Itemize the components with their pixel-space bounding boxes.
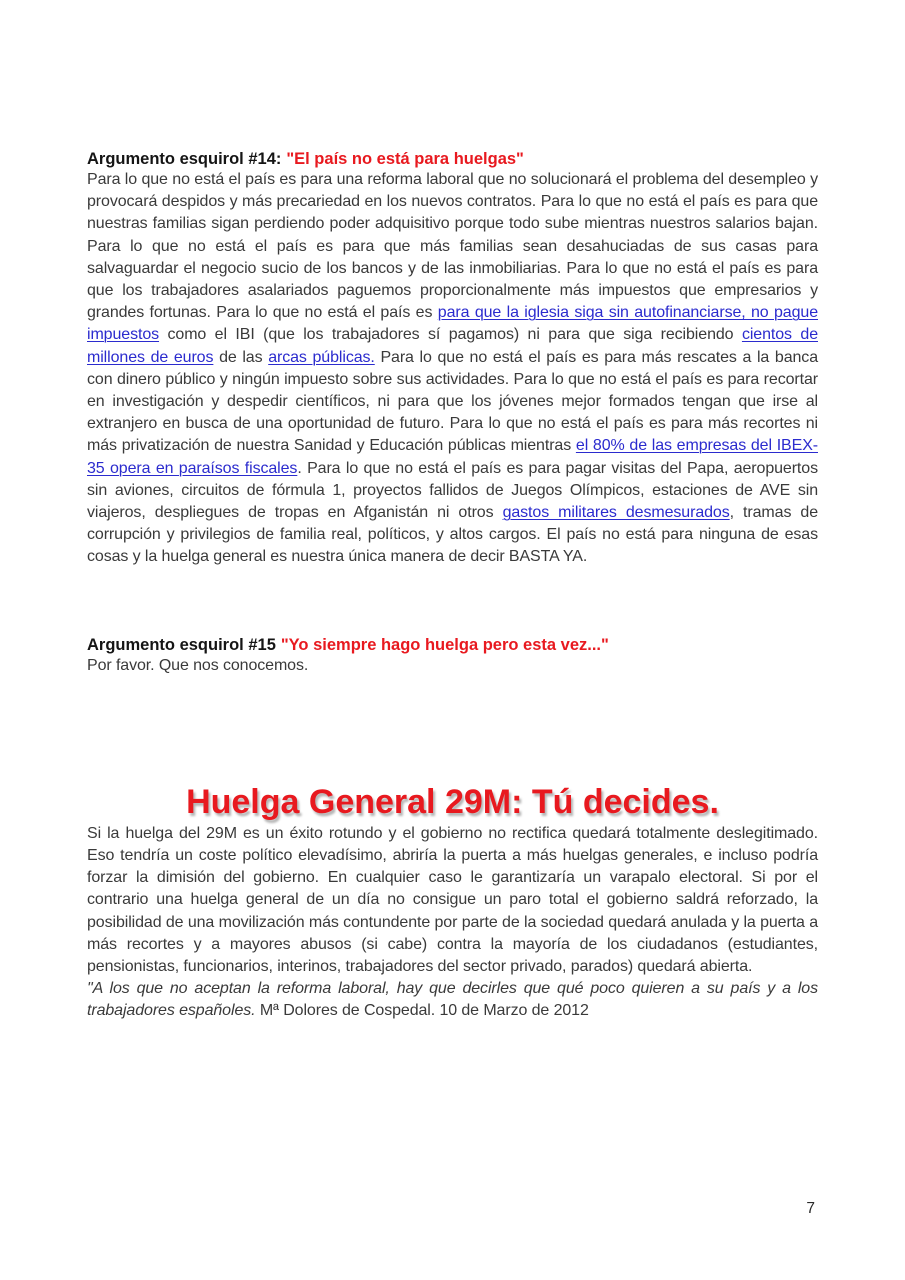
text-run: de las <box>213 348 269 366</box>
closing-quote-text: "A los que no aceptan la reforma laboral, hay que decirles que qué poco quieren a su país y a los trabajadores españoles. <box>87 980 818 1020</box>
argument-15-label: Argumento esquirol #15 <box>87 635 276 654</box>
text-run: como el IBI (que los trabajadores sí pagamos) ni para que siga recibiendo <box>159 326 742 344</box>
argument-15-quote: "Yo siempre hago huelga pero esta vez..." <box>280 635 609 654</box>
paragraph-argument-15: Por favor. Que nos conocemos. <box>87 656 309 674</box>
argument-heading-15 <box>87 635 818 655</box>
text-run: . Para lo que no está el país es para pagar visitas del Papa, aeropuertos sin aviones, circuitos de fórmula 1, proyectos fallidos de Juegos Olímpicos, estaciones de AVE sin viajeros, despliegues de tropas en Afganistán ni otros <box>87 459 818 522</box>
hyperlink[interactable]: arcas públicas. <box>268 348 375 366</box>
closing-quote-attribution: Mª Dolores de Cospedal. 10 de Marzo de 2012 <box>255 1002 589 1020</box>
hyperlink[interactable]: cientos de millones de euros <box>87 326 818 366</box>
argument-14-label: Argumento esquirol #14: <box>87 150 282 168</box>
hyperlink[interactable]: el 80% de las empresas del IBEX-35 opera en paraísos fiscales <box>87 437 818 477</box>
page-number: 7 <box>806 1200 815 1217</box>
hyperlink[interactable]: gastos militares desmesurados <box>502 504 730 522</box>
text-run: Para lo que no está el país es para más rescates a la banca con dinero público y ningún impuesto sobre sus actividades. Para lo que no está el país es para recortar en investigación y despedir científicos, ni para que los jóvenes mejor formados tengan que irse al extranjero en busca de una oportunidad de futuro. Para lo que no está el país es para más recortes ni más privatización de nuestra Sanidad y Educación públicas mientras <box>87 348 818 455</box>
main-title: Huelga General 29M: Tú decides. <box>186 782 719 821</box>
hyperlink[interactable]: para que la iglesia siga sin autofinanciarse, no pague impuestos <box>87 304 819 344</box>
argument-14-quote: "El país no está para huelgas" <box>286 150 524 168</box>
argument-heading-14 <box>87 149 818 169</box>
text-run: Para lo que no está el país es para una reforma laboral que no solucionará el problema del desempleo y provocará despidos y más precariedad en los nuevos contratos. Para lo que no está el país es para que nuestras familias sigan perdiendo poder adquisitivo porque todo sube mientras nuestros salarios bajan. Para lo que no está el país es para que más familias sean desahuciadas de sus casas para salvaguardar el negocio sucio de los bancos y de las inmobiliarias. Para lo que no está el país es para que los trabajadores asalariados paguemos proporcionalmente más impuestos que empresarios y grandes fortunas. Para lo que no está el país es <box>87 171 818 322</box>
text-run: , tramas de corrupción y privilegios de familia real, políticos, y altos cargos. El país no está para ninguna de esas cosas y la huelga general es nuestra única manera de decir BASTA YA. <box>87 504 818 566</box>
closing-quote-paragraph <box>87 978 818 1022</box>
paragraph-main-title: Si la huelga del 29M es un éxito rotundo y el gobierno no rectifica quedará totalmente deslegitimado. Eso tendría un coste político elevadísimo, abriría la puerta a más huelgas generales, e incluso podría forzar la dimisión del gobierno. En cualquier caso le garantizaría un varapalo electoral. Si por el contrario una huelga general de un día no consigue un paro total el gobierno saldrá reforzado, la posibilidad de una movilización más contundente por parte de la sociedad quedará anulada y la puerta a más recortes y a mayores abusos (si cabe) contra la mayoría de los ciudadanos (estudiantes, pensionistas, funcionarios, interinos, trabajadores del sector privado, parados) quedará abierta. <box>87 824 818 976</box>
paragraph-argument-14 <box>87 169 818 569</box>
